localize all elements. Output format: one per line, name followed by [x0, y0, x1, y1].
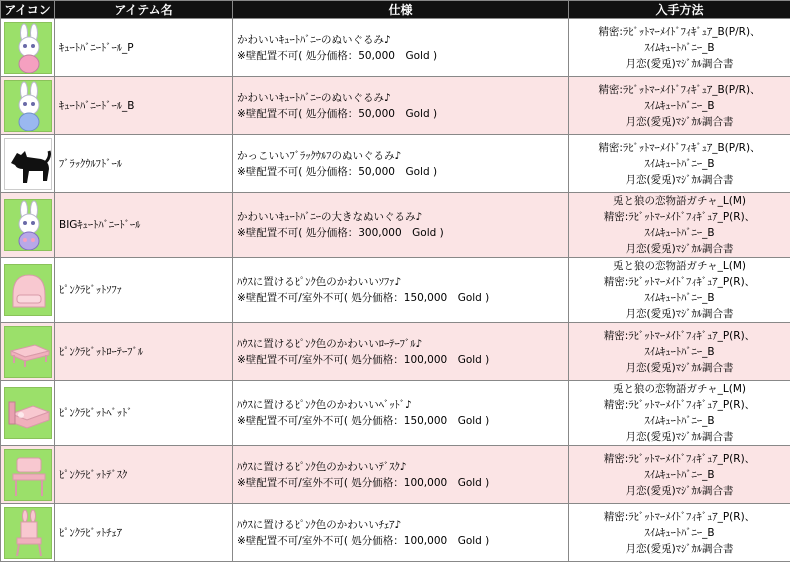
item-spec: かっこいいﾌﾞﾗｯｸｳﾙﾌのぬいぐるみ♪ ※壁配置不可( 処分価格：50,000 Gold )	[233, 135, 569, 193]
item-how-to-get: 精密:ﾗﾋﾞｯﾄﾏｰﾒｲﾄﾞﾌｨｷﾞｭｱ_P(R)、 ｽｲﾑｷｭｰﾄﾊﾞﾆｰ_B 月恋(愛兎)ﾏｼﾞｶﾙ調合書	[569, 504, 790, 562]
table-row	[1, 323, 790, 381]
item-spec: かわいいｷｭｰﾄﾊﾞﾆｰのぬいぐるみ♪ ※壁配置不可( 処分価格：50,000 Gold )	[233, 77, 569, 135]
table-row	[1, 135, 790, 193]
item-spec: ﾊｳｽに置けるﾋﾟﾝｸ色のかわいいﾁｪｱ♪ ※壁配置不可/室外不可( 処分価格：100,000 Gold )	[233, 504, 569, 562]
big-bunny-plush-icon	[4, 199, 52, 251]
pink-bed-icon	[4, 387, 52, 439]
header-how-to-get: 入手方法	[569, 1, 790, 19]
table-row	[1, 446, 790, 504]
item-name: ｷｭｰﾄﾊﾞﾆｰﾄﾞｰﾙ_B	[55, 77, 233, 135]
item-name: ﾋﾟﾝｸﾗﾋﾞｯﾄﾍﾞｯﾄﾞ	[55, 381, 233, 446]
item-how-to-get: 兎と狼の恋物語ガチャ_L(M) 精密:ﾗﾋﾞｯﾄﾏｰﾒｲﾄﾞﾌｨｷﾞｭｱ_P(R)、 ｽｲﾑｷｭｰﾄﾊﾞﾆｰ_B 月恋(愛兎)ﾏｼﾞｶﾙ調合書	[569, 193, 790, 258]
white-bunny-plush-icon	[4, 80, 52, 132]
item-spec: ﾊｳｽに置けるﾋﾟﾝｸ色のかわいいﾃﾞｽｸ♪ ※壁配置不可/室外不可( 処分価格：100,000 Gold )	[233, 446, 569, 504]
pink-low-table-icon	[4, 326, 52, 378]
item-how-to-get: 精密:ﾗﾋﾞｯﾄﾏｰﾒｲﾄﾞﾌｨｷﾞｭｱ_P(R)、 ｽｲﾑｷｭｰﾄﾊﾞﾆｰ_B 月恋(愛兎)ﾏｼﾞｶﾙ調合書	[569, 446, 790, 504]
item-spec: ﾊｳｽに置けるﾋﾟﾝｸ色のかわいいｿﾌｧ♪ ※壁配置不可/室外不可( 処分価格：150,000 Gold )	[233, 258, 569, 323]
header-row	[1, 1, 790, 19]
table-row	[1, 381, 790, 446]
table-row	[1, 504, 790, 562]
header-icon: アイコン	[1, 1, 55, 19]
item-how-to-get: 精密:ﾗﾋﾞｯﾄﾏｰﾒｲﾄﾞﾌｨｷﾞｭｱ_B(P/R)、 ｽｲﾑｷｭｰﾄﾊﾞﾆｰ_B 月恋(愛兎)ﾏｼﾞｶﾙ調合書	[569, 135, 790, 193]
table-row	[1, 77, 790, 135]
item-name: BIGｷｭｰﾄﾊﾞﾆｰﾄﾞｰﾙ	[55, 193, 233, 258]
table-row	[1, 258, 790, 323]
item-spec: かわいいｷｭｰﾄﾊﾞﾆｰの大きなぬいぐるみ♪ ※壁配置不可( 処分価格：300,000 Gold )	[233, 193, 569, 258]
item-name: ﾋﾟﾝｸﾗﾋﾞｯﾄﾁｪｱ	[55, 504, 233, 562]
table-row	[1, 193, 790, 258]
black-wolf-plush-icon	[4, 138, 52, 190]
item-how-to-get: 精密:ﾗﾋﾞｯﾄﾏｰﾒｲﾄﾞﾌｨｷﾞｭｱ_B(P/R)、 ｽｲﾑｷｭｰﾄﾊﾞﾆｰ_B 月恋(愛兎)ﾏｼﾞｶﾙ調合書	[569, 77, 790, 135]
header-item-name: アイテム名	[55, 1, 233, 19]
item-name: ﾋﾟﾝｸﾗﾋﾞｯﾄｿﾌｧ	[55, 258, 233, 323]
item-spec: ﾊｳｽに置けるﾋﾟﾝｸ色のかわいいﾛｰﾃｰﾌﾞﾙ♪ ※壁配置不可/室外不可( 処分価格：100,000 Gold )	[233, 323, 569, 381]
item-how-to-get: 兎と狼の恋物語ガチャ_L(M) 精密:ﾗﾋﾞｯﾄﾏｰﾒｲﾄﾞﾌｨｷﾞｭｱ_P(R)、 ｽｲﾑｷｭｰﾄﾊﾞﾆｰ_B 月恋(愛兎)ﾏｼﾞｶﾙ調合書	[569, 258, 790, 323]
header-spec: 仕様	[233, 1, 569, 19]
pink-desk-icon	[4, 449, 52, 501]
white-bunny-plush-icon	[4, 22, 52, 74]
item-name: ｷｭｰﾄﾊﾞﾆｰﾄﾞｰﾙ_P	[55, 19, 233, 77]
table-row	[1, 19, 790, 77]
pink-sofa-icon	[4, 264, 52, 316]
item-spec: かわいいｷｭｰﾄﾊﾞﾆｰのぬいぐるみ♪ ※壁配置不可( 処分価格：50,000 Gold )	[233, 19, 569, 77]
item-how-to-get: 兎と狼の恋物語ガチャ_L(M) 精密:ﾗﾋﾞｯﾄﾏｰﾒｲﾄﾞﾌｨｷﾞｭｱ_P(R)、 ｽｲﾑｷｭｰﾄﾊﾞﾆｰ_B 月恋(愛兎)ﾏｼﾞｶﾙ調合書	[569, 381, 790, 446]
item-how-to-get: 精密:ﾗﾋﾞｯﾄﾏｰﾒｲﾄﾞﾌｨｷﾞｭｱ_B(P/R)、 ｽｲﾑｷｭｰﾄﾊﾞﾆｰ_B 月恋(愛兎)ﾏｼﾞｶﾙ調合書	[569, 19, 790, 77]
item-how-to-get: 精密:ﾗﾋﾞｯﾄﾏｰﾒｲﾄﾞﾌｨｷﾞｭｱ_P(R)、 ｽｲﾑｷｭｰﾄﾊﾞﾆｰ_B 月恋(愛兎)ﾏｼﾞｶﾙ調合書	[569, 323, 790, 381]
pink-chair-icon	[4, 507, 52, 559]
item-name: ﾌﾞﾗｯｸｳﾙﾌﾄﾞｰﾙ	[55, 135, 233, 193]
item-spec: ﾊｳｽに置けるﾋﾟﾝｸ色のかわいいﾍﾞｯﾄﾞ♪ ※壁配置不可/室外不可( 処分価格：150,000 Gold )	[233, 381, 569, 446]
item-name: ﾋﾟﾝｸﾗﾋﾞｯﾄﾃﾞｽｸ	[55, 446, 233, 504]
item-name: ﾋﾟﾝｸﾗﾋﾞｯﾄﾛｰﾃｰﾌﾞﾙ	[55, 323, 233, 381]
